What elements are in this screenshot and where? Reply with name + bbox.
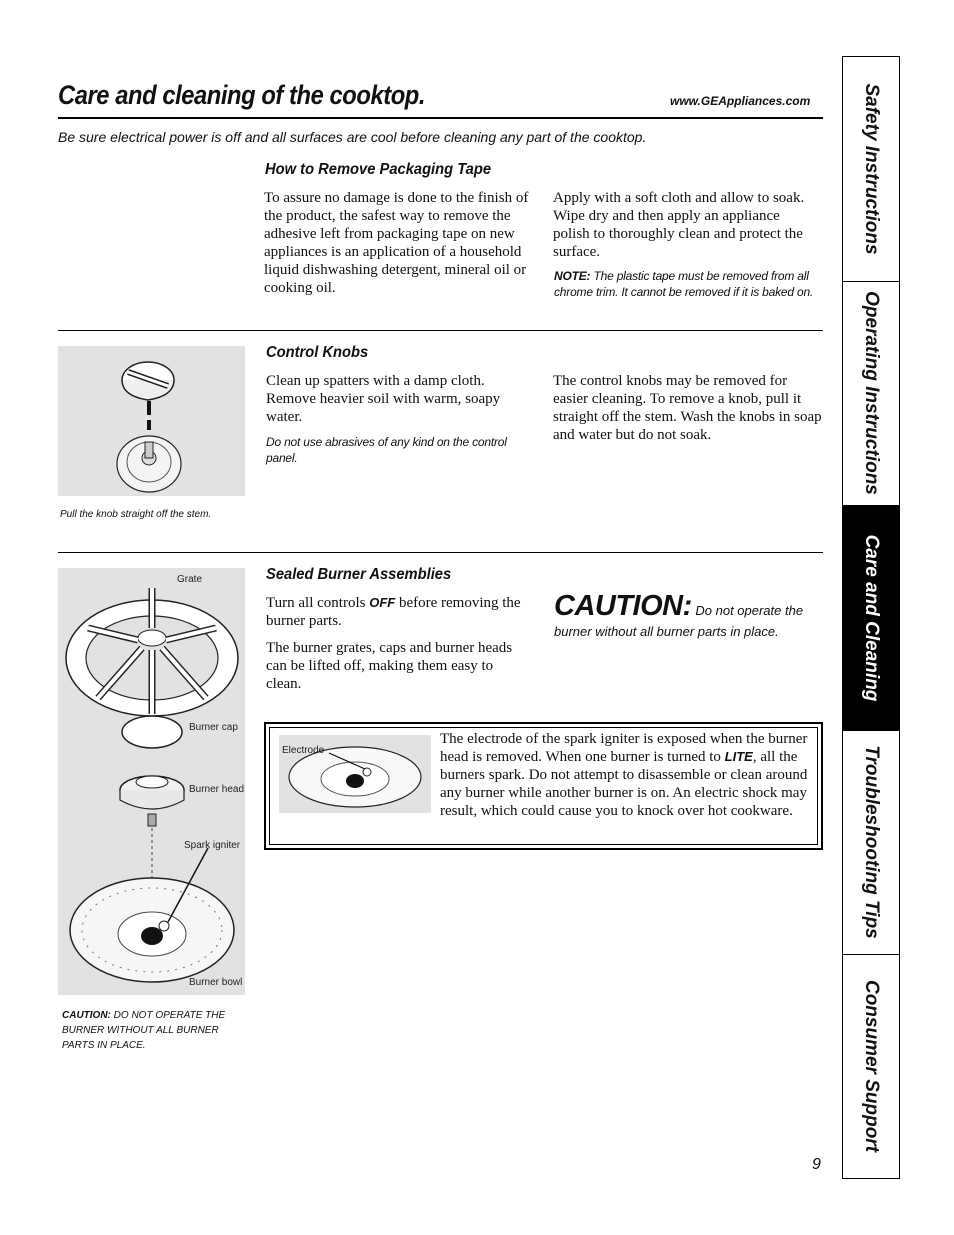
tape-heading: How to Remove Packaging Tape — [265, 161, 492, 178]
knobs-heading: Control Knobs — [266, 344, 369, 361]
label-burner-bowl: Burner bowl — [189, 977, 243, 988]
section-tabs — [842, 56, 900, 1179]
knob-drawing — [58, 346, 245, 496]
tab-label: Operating Instructions — [861, 291, 882, 495]
tab-label: Consumer Support — [861, 979, 882, 1153]
knob-caption: Pull the knob straight off the stem. — [60, 509, 212, 520]
knobs-col1-note: Do not use abrasives of any kind on the control panel. — [266, 435, 507, 465]
burner-caption — [62, 1008, 247, 1053]
burner-p2: The burner grates, caps and burner heads can be lifted off, making them easy to clean. — [266, 640, 513, 692]
tape-note-text: The plastic tape must be removed from all chrome trim. It cannot be removed if it is baked on. — [554, 269, 814, 299]
caution-text: Do not operate the burner without all burner parts in place. — [554, 603, 804, 639]
burner-caption-text: DO NOT OPERATE THE BURNER WITHOUT ALL BURNER PARTS IN PLACE. — [62, 1010, 226, 1051]
burner-caption-label: CAUTION: — [62, 1010, 111, 1021]
label-spark-igniter: Spark igniter — [184, 840, 241, 851]
burner-p1-c: before removing the burner parts. — [266, 595, 521, 629]
knob-illustration — [58, 346, 245, 496]
tape-note-label: NOTE: — [554, 269, 591, 283]
burner-p1-off: OFF — [369, 595, 396, 610]
burner-drawing — [58, 568, 245, 995]
electrode-text-lite: LITE — [724, 749, 753, 764]
caution-word: CAUTION: — [554, 590, 692, 622]
tab-label: Care and Cleaning — [861, 534, 882, 701]
tab-safety-instructions[interactable] — [843, 57, 899, 282]
burner-illustration — [58, 568, 245, 995]
electrode-text-c: , all the burners spark. Do not attempt to disassemble or clean around any burner while another burner is on. An electric shock may result, which could cause you to knock over hot cookware. — [440, 749, 808, 819]
safety-warning: Be sure electrical power is off and all surfaces are cool before cleaning any part of the cooktop. — [58, 129, 647, 145]
burner-p1 — [266, 594, 536, 630]
tape-col1: To assure no damage is done to the finish of the product, the safest way to remove the adhesive left from packaging tape on new appliances is an application of a household liquid dishwashing detergent, mineral oil or cooking oil. — [264, 190, 529, 296]
tab-label: Troubleshooting Tips — [861, 745, 882, 939]
tape-col2: Apply with a soft cloth and allow to soak. Wipe dry and then apply an appliance polish to thoroughly clean and protect the surface. — [553, 190, 805, 260]
electrode-warning-text — [440, 730, 808, 820]
tab-troubleshooting-tips[interactable] — [843, 730, 899, 955]
burner-caution — [554, 590, 804, 641]
burner-heading: Sealed Burner Assemblies — [266, 566, 452, 583]
page-number: 9 — [812, 1156, 821, 1173]
electrode-text-a: The electrode of the spark igniter is exposed when the burner head is removed. When one burner is turned to — [440, 731, 808, 765]
label-burner-cap: Burner cap — [189, 722, 238, 733]
label-burner-head: Burner head — [189, 784, 245, 795]
label-electrode: Electrode — [282, 745, 325, 756]
tape-note — [554, 268, 826, 300]
knobs-col1: Clean up spatters with a damp cloth. Remove heavier soil with warm, soapy water. — [266, 373, 501, 425]
tab-consumer-support[interactable] — [843, 954, 899, 1178]
website-url: www.GEAppliances.com — [670, 94, 811, 108]
page-title: Care and cleaning of the cooktop. — [58, 80, 426, 110]
tab-care-and-cleaning[interactable] — [843, 505, 899, 731]
knobs-col2: The control knobs may be removed for easier cleaning. To remove a knob, pull it straight off the stem. Wash the knobs in soap and water but do not soak. — [553, 373, 822, 443]
section-divider-2 — [58, 552, 823, 553]
tab-label: Safety Instructions — [861, 83, 882, 255]
tab-operating-instructions[interactable] — [843, 281, 899, 506]
label-grate: Grate — [177, 574, 203, 585]
burner-p1-a: Turn all controls — [266, 595, 370, 611]
section-divider-1 — [58, 330, 823, 331]
header-rule — [58, 117, 823, 119]
